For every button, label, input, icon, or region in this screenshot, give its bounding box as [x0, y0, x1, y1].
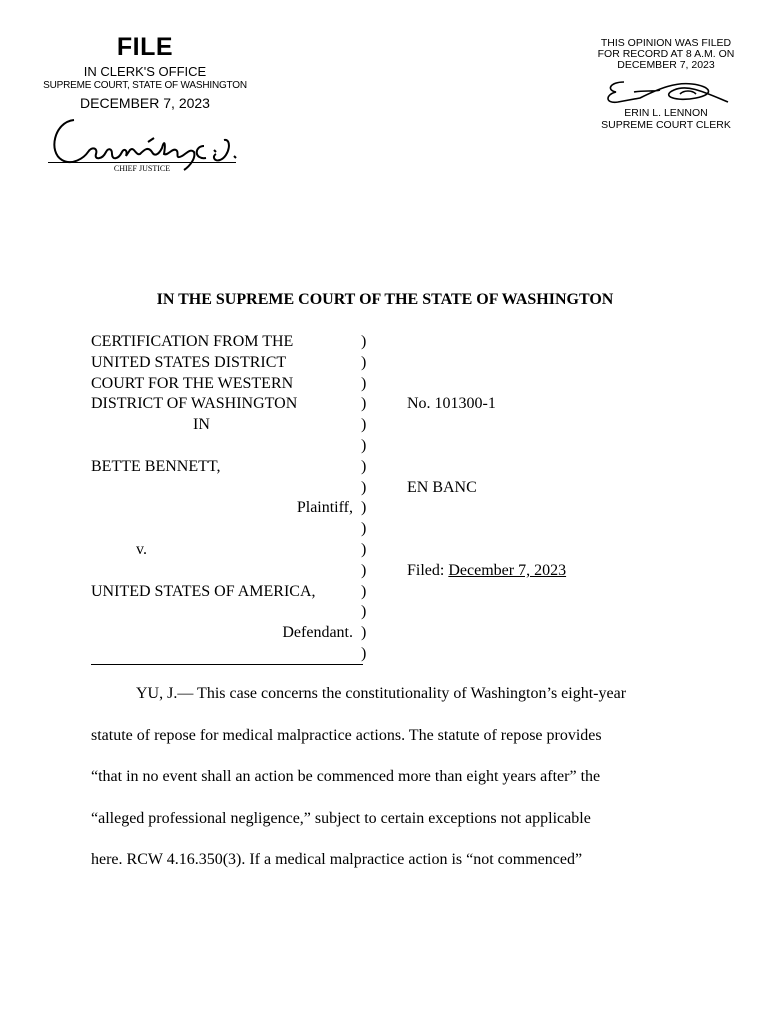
clerk-stamp-line1: THIS OPINION WAS FILED — [600, 37, 732, 49]
stamp-office: IN CLERK'S OFFICE — [83, 64, 207, 79]
body-line: YU, J.— This case concerns the constitutionality of Washington’s eight-year — [136, 685, 627, 702]
caption-line: UNITED STATES DISTRICT — [91, 353, 287, 371]
body-line: “alleged professional negligence,” subject to certain exceptions not applicable — [91, 809, 591, 827]
caption-line — [91, 561, 361, 582]
caption-line — [91, 436, 361, 457]
plaintiff-label: Plaintiff, — [296, 499, 353, 517]
versus-label: v. — [136, 540, 147, 558]
paren: ) — [361, 395, 367, 413]
en-banc-label: EN BANC — [407, 478, 477, 496]
caption-line: COURT FOR THE WESTERN — [91, 374, 294, 392]
paren: ) — [361, 457, 367, 475]
caption-line: CERTIFICATION FROM THE — [91, 333, 294, 350]
paren: ) — [361, 333, 367, 350]
paren: ) — [361, 499, 367, 517]
paren: ) — [361, 478, 367, 496]
signature-line — [48, 162, 236, 163]
chief-justice-signature — [44, 112, 244, 172]
filed-label: Filed: — [407, 561, 449, 579]
caption-parentheses — [361, 332, 375, 665]
caption-line — [91, 478, 361, 499]
caption-line — [91, 519, 361, 540]
caption-line — [91, 602, 361, 623]
filed-line — [407, 561, 707, 582]
filed-date: December 7, 2023 — [448, 561, 567, 579]
chief-justice-label: CHIEF JUSTICE — [113, 164, 171, 173]
body-line: “that in no event shall an action be commenced more than eight years after” the — [91, 768, 601, 786]
plaintiff-name: BETTE BENNETT, — [91, 457, 221, 475]
clerk-stamp-line2: FOR RECORD AT 8 A.M. ON — [597, 48, 735, 60]
clerk-name: ERIN L. LENNON — [624, 107, 708, 119]
paren: ) — [361, 353, 367, 371]
defendant-name: UNITED STATES OF AMERICA, — [91, 582, 316, 600]
stamp-date: DECEMBER 7, 2023 — [80, 95, 210, 111]
paren: ) — [361, 416, 367, 434]
caption-parties — [91, 332, 361, 665]
court-title: IN THE SUPREME COURT OF THE STATE OF WASHINGTON — [156, 291, 614, 308]
paren: ) — [361, 603, 367, 621]
clerk-stamp-line3: DECEMBER 7, 2023 — [617, 59, 715, 71]
body-line: statute of repose for medical malpractice actions. The statute of repose provides — [91, 726, 602, 744]
paren: ) — [361, 644, 367, 662]
caption-line: DISTRICT OF WASHINGTON — [91, 395, 298, 413]
clerk-signature — [600, 76, 730, 108]
caption-case-info — [407, 332, 707, 582]
paren: ) — [361, 436, 367, 454]
paren: ) — [361, 520, 367, 538]
paren: ) — [361, 540, 367, 558]
clerk-title: SUPREME COURT CLERK — [601, 119, 731, 131]
paren: ) — [361, 374, 367, 392]
paren: ) — [361, 624, 367, 642]
paren: ) — [361, 561, 367, 579]
caption-line: IN — [193, 416, 210, 434]
filing-stamp — [30, 30, 260, 113]
defendant-label: Defendant. — [282, 624, 353, 642]
clerk-block — [586, 107, 746, 131]
opinion-body — [91, 683, 691, 891]
stamp-file-title: FILE — [116, 33, 174, 61]
stamp-court: SUPREME COURT, STATE OF WASHINGTON — [43, 80, 247, 91]
paren: ) — [361, 582, 367, 600]
body-line: here. RCW 4.16.350(3). If a medical malpractice action is “not commenced” — [91, 851, 583, 869]
caption-underline — [91, 644, 363, 665]
case-number: No. 101300-1 — [407, 395, 496, 413]
clerk-stamp — [586, 38, 746, 71]
